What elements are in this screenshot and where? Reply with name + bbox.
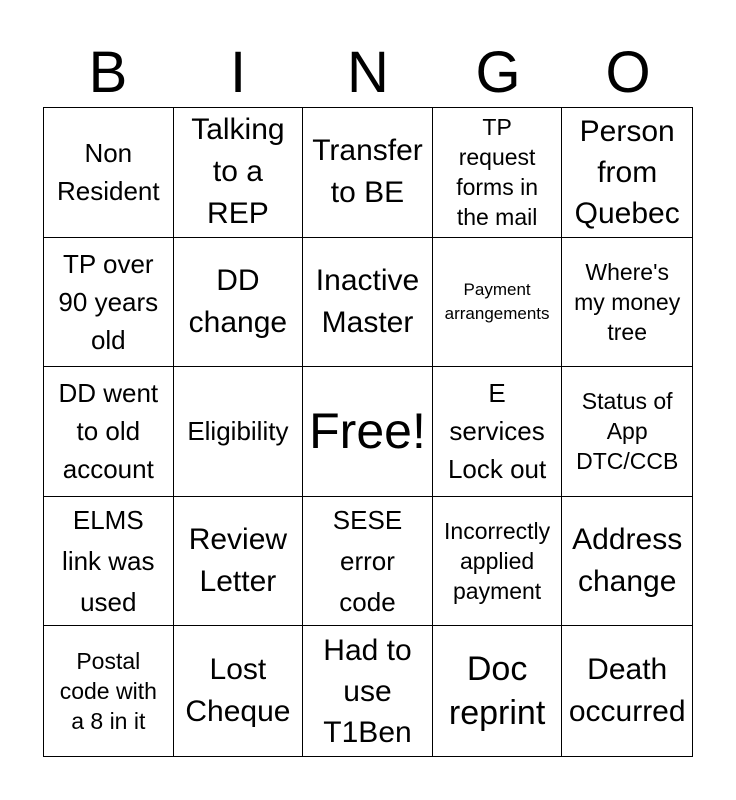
cell-label: Where's my money tree (574, 258, 681, 345)
bingo-cell[interactable] (44, 626, 174, 756)
cell-label: TP request forms in the mail (456, 114, 538, 231)
bingo-cell[interactable] (44, 238, 174, 368)
bingo-cell[interactable] (433, 497, 563, 627)
cell-label: ELMS link was used (62, 504, 155, 617)
cell-label: Review Letter (188, 523, 288, 599)
cell-label: Non Resident (56, 138, 160, 207)
bingo-cell[interactable] (562, 497, 692, 627)
cell-label: Had to use T1Ben (323, 633, 412, 749)
cell-label: Death occurred (568, 653, 686, 729)
cell-label: Eligibility (187, 416, 289, 447)
bingo-cell[interactable] (174, 626, 304, 756)
cell-label: Person from Quebec (574, 114, 680, 230)
bingo-cell[interactable] (433, 238, 563, 368)
cell-label: Payment arrangements (444, 279, 550, 323)
header-letter-b: B (88, 40, 128, 105)
cell-label: Transfer to BE (312, 134, 423, 210)
cell-label: SESE error code (332, 504, 403, 617)
cell-label: Status of App DTC/CCB (576, 388, 679, 475)
bingo-cell[interactable] (174, 497, 304, 627)
cell-label: DD change (188, 263, 288, 339)
cell-label: E services Lock out (447, 378, 547, 485)
cell-label: Doc reprint (448, 650, 546, 733)
bingo-cell[interactable] (44, 367, 174, 497)
cell-label: TP over 90 years old (58, 248, 159, 355)
bingo-cell[interactable] (562, 367, 692, 497)
bingo-cell[interactable] (433, 367, 563, 497)
cell-label: Address change (572, 523, 683, 599)
bingo-cell[interactable] (562, 238, 692, 368)
bingo-cell[interactable] (562, 108, 692, 238)
bingo-cell[interactable] (174, 238, 304, 368)
bingo-cell[interactable] (433, 108, 563, 238)
bingo-cell[interactable] (174, 367, 304, 497)
header-letter-g: G (475, 40, 521, 105)
cell-label: Inactive Master (315, 263, 420, 339)
bingo-cell[interactable] (303, 238, 433, 368)
bingo-cell[interactable] (44, 108, 174, 238)
bingo-cell[interactable] (174, 108, 304, 238)
free-space-label: Free! (309, 403, 426, 460)
cell-label: Postal code with a 8 in it (59, 648, 157, 735)
bingo-cell[interactable] (44, 497, 174, 627)
header-letter-n: N (347, 40, 389, 105)
bingo-board (43, 107, 693, 757)
cell-label: Lost Cheque (185, 653, 291, 729)
cell-label: Incorrectly applied payment (444, 518, 551, 605)
header-letter-o: O (605, 40, 651, 105)
bingo-cell[interactable] (303, 626, 433, 756)
free-space-cell[interactable] (303, 367, 433, 497)
bingo-cell[interactable] (562, 626, 692, 756)
bingo-cell[interactable] (433, 626, 563, 756)
bingo-header (43, 40, 693, 106)
cell-label: Talking to a REP (191, 113, 285, 231)
cell-label: DD went to old account (58, 378, 159, 485)
header-letter-i: I (229, 40, 247, 105)
bingo-cell[interactable] (303, 497, 433, 627)
bingo-cell[interactable] (303, 108, 433, 238)
